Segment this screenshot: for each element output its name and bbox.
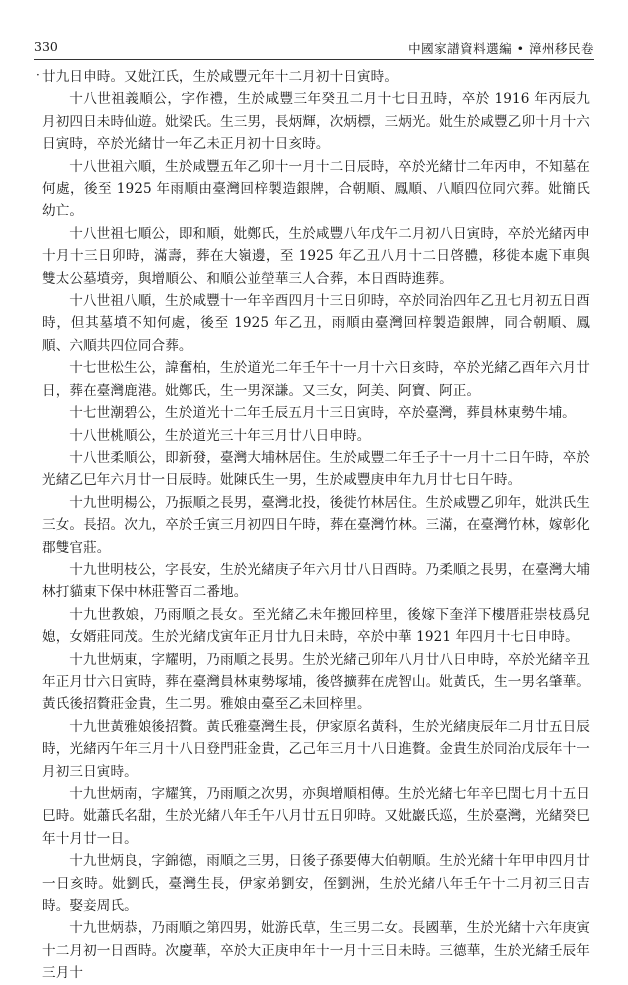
- paragraph: 十九世炳南，字耀箕，乃雨順之次男，亦與增順相傳。生於光緒七年辛巳閏七月十五日巳時。妣蕭氏名甜，生於光緒八年壬午八月廿五日卯時。又妣巖氏巡，生於臺灣，光緒癸巳年十月廿一日。: [42, 786, 590, 847]
- paragraph: 十七世潮碧公，生於道光十二年壬辰五月十三日寅時，卒於臺灣，葬員林東勢牛埔。: [69, 405, 576, 422]
- paragraph: 十九世明枝公，字長安，生於光緒庚子年六月廿八日酉時。乃柔順之長男，在臺灣大埔林打貓東下保中林莊警百二番地。: [42, 561, 590, 601]
- paragraph: 十七世松生公，諱奮柏，生於道光二年壬午十一月十六日亥時，卒於光緒乙酉年六月廿日，葬在臺灣鹿港。妣鄭氏，生一男深謙。又三女，阿美、阿寶、阿正。: [42, 360, 590, 399]
- paragraph: 十八世祖八順，生於咸豐十一年辛酉四月十三日卯時，卒於同治四年乙丑七月初五日酉時，但其墓墳不知何處，後至 1925 年乙丑，雨順由臺灣回梓製造銀牌，同合朝順、鳳順、六順共四位同合葬。: [42, 293, 590, 354]
- book-title: 中國家譜資料選編 • 漳州移民卷: [408, 41, 594, 56]
- page-body: [42, 66, 590, 985]
- paragraph: 十八世祖六順，生於咸豐五年乙卯十一月十二日辰時，卒於光緒廿二年丙申，不知墓在何處，後至 1925 年雨順由臺灣回梓製造銀牌，合朝順、鳳順、八順四位同穴葬。妣簡氏幼亡。: [42, 158, 590, 220]
- paragraph: 十九世黃雅娘後招贅。黃氏雅臺灣生長，伊家原名黃科，生於光緒庚辰年二月廿五日辰時，光緒丙午年三月十八日登門莊金貴，乙己年三月十八日進贅。金貴生於同治戊辰年十一月初三日寅時。: [42, 718, 590, 780]
- running-header: [34, 37, 594, 60]
- paragraph: 十八世祖義順公，字作禮，生於咸豐三年癸丑二月十七日丑時，卒於 1916 年丙辰九月初四日未時仙遊。妣梁氏。生三男，長炳輝，次炳標，三炳光。妣生於咸豐乙卯十月十六日寅時，卒於光緒廿一年乙未正月初十日亥時。: [42, 91, 590, 153]
- paragraph: 十九世炳東，字耀明，乃雨順之長男。生於光緒己卯年八月廿八日申時，卒於光緒辛丑年正月廿六日寅時，葬在臺灣員林東勢塚埔，後啓擴葬在虎智山。妣黃氏，生一男名肇華。黃氏後招贅莊金貴，生二男。雅娘由臺至乙未回梓里。: [42, 651, 590, 713]
- paragraph: 十八世桃順公，生於道光三十年三月廿八日申時。: [69, 427, 371, 444]
- paragraph-continuation: 廿九日申時。又妣江氏，生於咸豐元年十二月初十日寅時。: [42, 69, 399, 85]
- page-number: 330: [34, 39, 58, 54]
- paragraph: 十九世炳良，字錦德，雨順之三男，日後子孫要傳大伯朝順。生於光緒十年甲申四月廿一日亥時。妣劉氏，臺灣生長，伊家弟劉安，侄劉洲，生於光緒八年壬午十二月初三日吉時。娶妾周氏。: [42, 853, 590, 915]
- margin-mark: ·: [36, 68, 40, 82]
- paragraph: 十九世教娘，乃雨順之長女。至光緒乙未年搬回梓里，後嫁下奎洋下樓厝莊崇枝爲兒媳，女婿莊同茂。生於光緒戊寅年正月廿九日未時，卒於中華 1921 年四月十七日申時。: [42, 606, 590, 646]
- paragraph: 十九世明楊公，乃振順之長男，臺灣北投，後徙竹林居住。生於咸豐乙卯年，妣洪氏生三女。長招。次九，卒於壬寅三月初四日午時，葬在臺灣竹林。三滿，在臺灣竹林，嫁彰化郡雙官莊。: [42, 494, 590, 556]
- paragraph: 十九世炳恭，乃雨順之第四男，妣游氏草，生三男二女。長國華，生於光緒十六年庚寅十二月初一日酉時。次慶華，卒於大正庚申年十一月十三日未時。三德華，生於光緒壬辰年三月十: [42, 920, 590, 982]
- paragraph: 十八世柔順公，即新發，臺灣大埔林居住。生於咸豐二年壬子十一月十二日午時，卒於光緒乙巳年六月廿一日辰時。妣陳氏生一男，生於咸豐庚申年九月廿七日午時。: [42, 449, 590, 489]
- paragraph: 十八世祖七順公，即和順，妣鄭氏，生於咸豐八年戊午二月初八日寅時，卒於光緒丙申十月十三日卯時，滿壽，葬在大嶺邊，至 1925 年乙丑八月十二日啓體，移徙本處下車與雙太公墓墳旁，與增順公、和順公並塋華三人合葬，本日酉時進葬。: [42, 225, 590, 287]
